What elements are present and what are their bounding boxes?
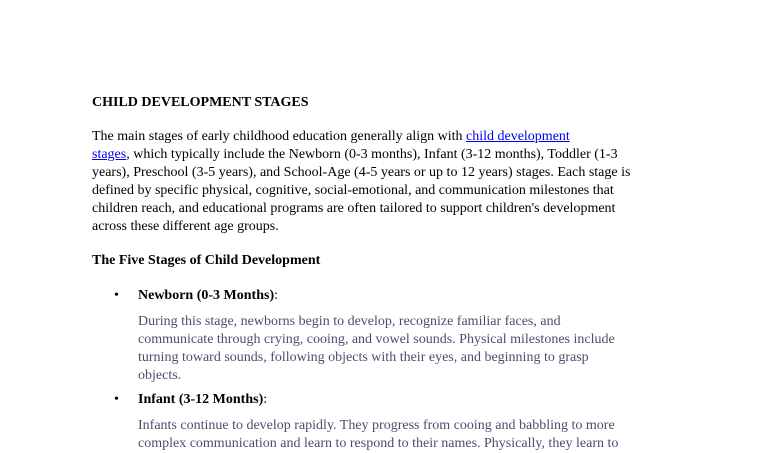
stage-description-line: complex communication and learn to respond to their names. Physically, they learn to	[138, 436, 619, 451]
intro-text-before-link: The main stages of early childhood education generally align with	[92, 129, 466, 144]
stage-description-line: During this stage, newborns begin to develop, recognize familiar faces, and	[138, 314, 561, 329]
stage-title	[138, 287, 278, 305]
stage-description	[138, 417, 688, 453]
child-development-stages-link[interactable]: child development	[466, 129, 570, 144]
intro-text-after-link: , which typically include the Newborn (0-3 months), Infant (3-12 months), Toddler (1-3	[126, 147, 618, 162]
stage-title-colon: :	[263, 392, 268, 407]
bullet-icon: •	[114, 392, 119, 407]
intro-line-5: children reach, and educational programs are often tailored to support children's development	[92, 201, 616, 216]
intro-line-6: across these different age groups.	[92, 219, 279, 234]
stage-title-text: Infant (3-12 Months)	[138, 392, 264, 407]
intro-line-1	[92, 128, 692, 146]
bullet-icon: •	[114, 288, 119, 303]
intro-line-2	[92, 146, 692, 164]
stage-title	[138, 391, 267, 409]
section-heading: The Five Stages of Child Development	[92, 253, 321, 268]
stage-title-colon: :	[274, 288, 278, 303]
intro-paragraph	[92, 128, 692, 236]
stage-description-line: objects.	[138, 368, 182, 383]
stage-description	[138, 313, 688, 385]
stage-title-text: Newborn (0-3 Months)	[138, 288, 275, 303]
intro-line-3: years), Preschool (3-5 years), and School-Age (4-5 years or up to 12 years) stages. Each stage is	[92, 165, 631, 180]
stage-description-line: communicate through crying, cooing, and vowel sounds. Physical milestones include	[138, 332, 615, 347]
stage-description-line: turning toward sounds, following objects with their eyes, and beginning to grasp	[138, 350, 589, 365]
child-development-stages-link-cont[interactable]: stages	[92, 147, 127, 162]
stage-description-line: Infants continue to develop rapidly. They progress from cooing and babbling to more	[138, 418, 615, 433]
document-title: CHILD DEVELOPMENT STAGES	[92, 95, 309, 110]
intro-line-4: defined by specific physical, cognitive, social-emotional, and communication milestones that	[92, 183, 614, 198]
